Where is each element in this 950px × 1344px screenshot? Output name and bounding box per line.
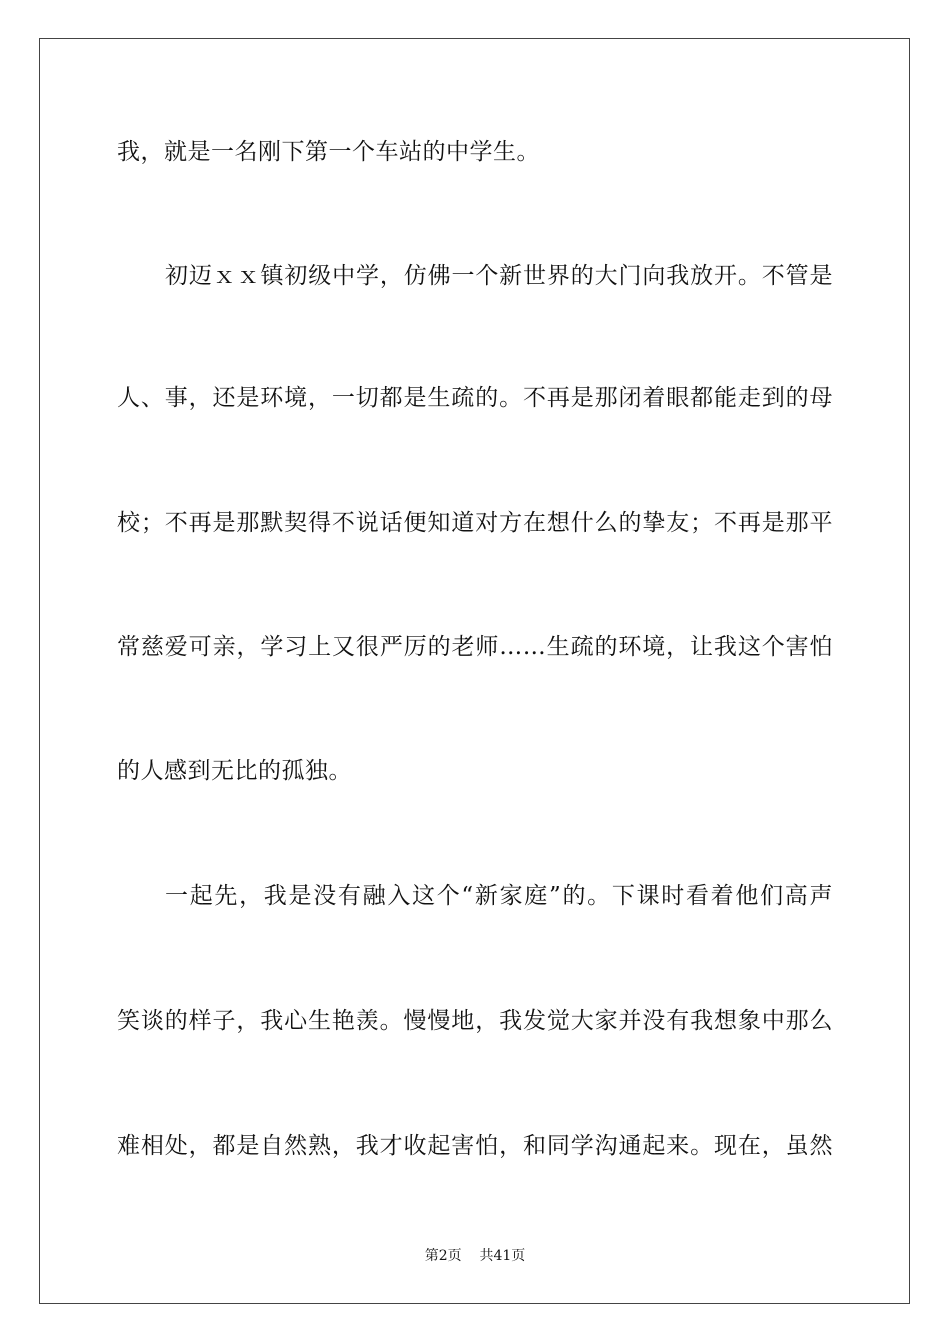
text-line-9: 难相处，都是自然熟，我才收起害怕，和同学沟通起来。现在，虽然 <box>117 1133 833 1159</box>
text-line-5: 常慈爱可亲，学习上又很严厉的老师……生疏的环境，让我这个害怕 <box>117 634 833 660</box>
text-line-6: 的人感到无比的孤独。 <box>117 758 352 784</box>
text-line-4: 校；不再是那默契得不说话便知道对方在想什么的挚友；不再是那平 <box>117 510 833 536</box>
page-total: 共41页 <box>479 1248 526 1264</box>
page-border <box>39 38 910 1304</box>
page-footer <box>0 1247 950 1265</box>
text-line-2: 初迈ｘｘ镇初级中学，仿佛一个新世界的大门向我放开。不管是 <box>165 263 833 289</box>
text-line-1: 我，就是一名刚下第一个车站的中学生。 <box>117 139 540 165</box>
text-line-8: 笑谈的样子，我心生艳羡。慢慢地，我发觉大家并没有我想象中那么 <box>117 1008 833 1034</box>
page-number: 第2页 <box>424 1248 462 1264</box>
text-line-3: 人、事，还是环境，一切都是生疏的。不再是那闭着眼都能走到的母 <box>117 385 833 411</box>
text-line-7: 一起先，我是没有融入这个“新家庭”的。下课时看着他们高声 <box>165 883 833 909</box>
